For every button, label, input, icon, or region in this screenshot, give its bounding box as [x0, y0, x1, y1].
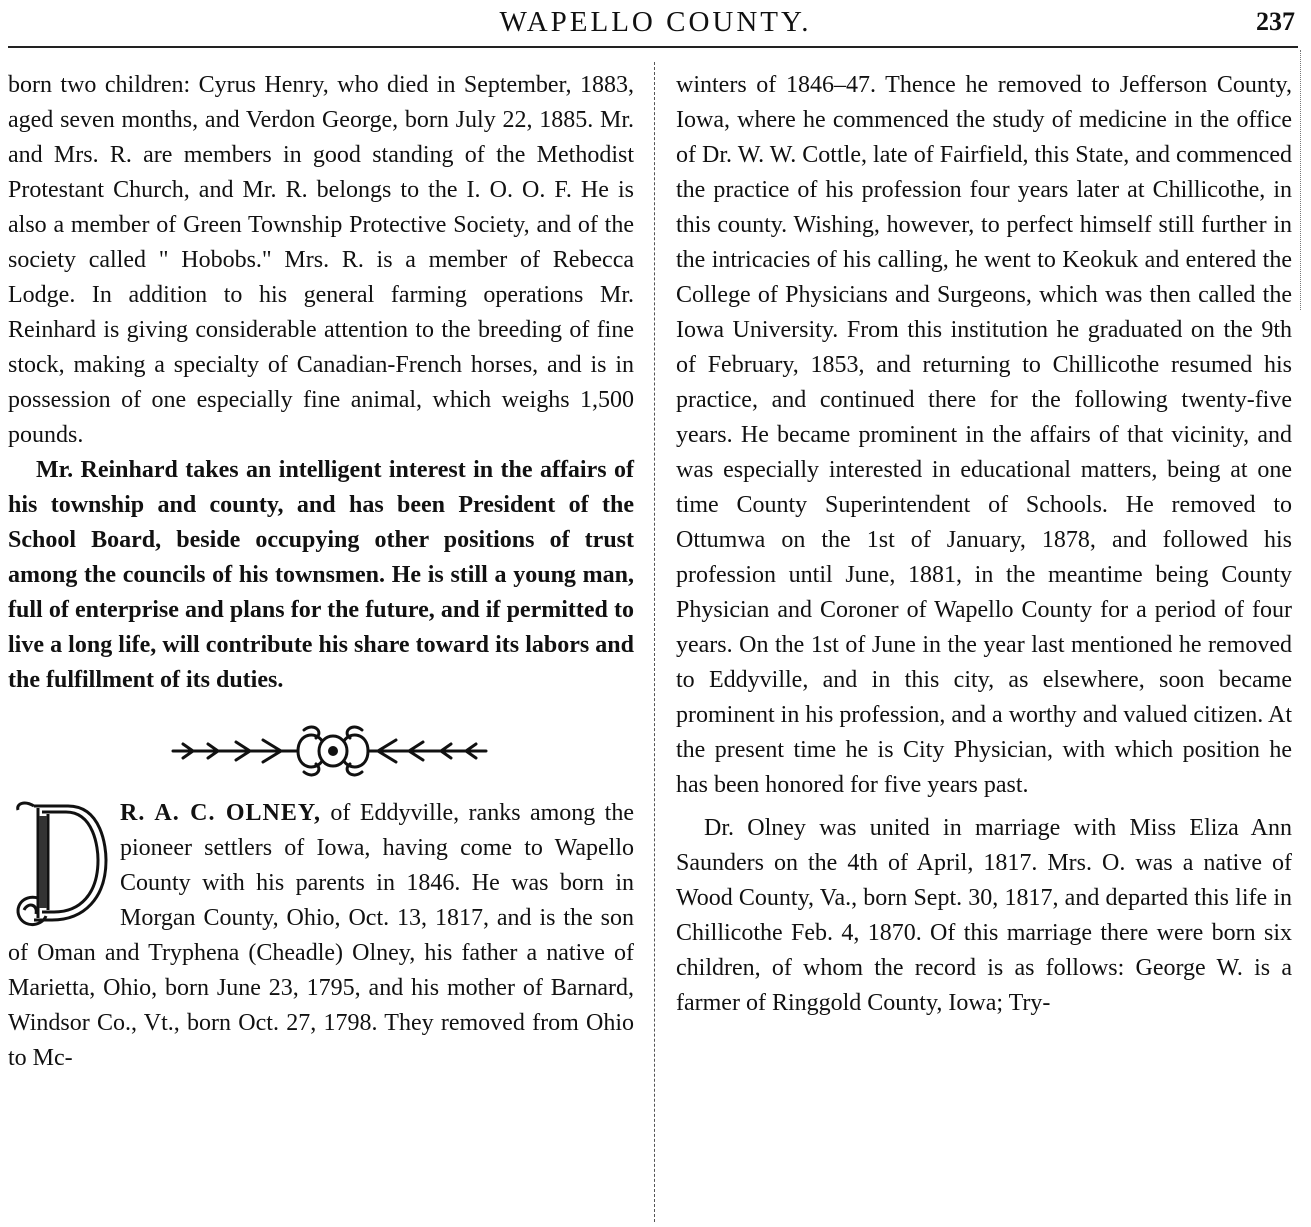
right-column [676, 68, 1292, 1021]
page-number: 237 [1256, 7, 1295, 36]
paragraph-olney-marriage: Dr. Olney was united in marriage with Miss Eliza Ann Saunders on the 4th of April, 1817. Mrs. O. was a native of Wood County, Va., born Sept. 30, 1817, and departed this life in Chillicothe Feb. 4, 1870. Of this marriage there were born six children, of whom the record is as follows: George W. is a farmer of Ringgold County, Iowa; Try- [676, 815, 1292, 1016]
paragraph-reinhard-family: born two children: Cyrus Henry, who died in September, 1883, aged seven months, and Verdon George, born July 22, 1885. Mr. and Mrs. R. are members in good standing of the Methodist Protestant Church, and Mr. R. belongs to the I. O. O. F. He is also a member of Green Township Protective Society, and of the society called " Hobobs." Mrs. R. is a member of Rebecca Lodge. In addition to his general farming operations Mr. Reinhard is giving considerable attention to the breeding of fine stock, making a specialty of Canadian-French horses, and is in possession of one especially fine animal, which weighs 1,500 pounds. [8, 72, 634, 448]
column-divider [654, 62, 655, 1222]
paragraph-olney-bio [8, 796, 634, 1076]
header-rule [8, 46, 1298, 48]
page-title: WAPELLO COUNTY. [499, 6, 812, 38]
dropcap-d-icon [12, 798, 110, 930]
running-head [0, 4, 1311, 40]
bio-text: of Eddyville, ranks among the pioneer settlers of Iowa, having come to Wapello County with his parents in 1846. He was born in Morgan County, Ohio, Oct. 13, 1817, and is the son of Oman and Tryphena (Cheadle) Olney, his father a native of Marietta, Ohio, born June 23, 1795, and his mother of Barnard, Windsor Co., Vt., born Oct. 27, 1798. They removed from Ohio to Mc- [8, 800, 634, 1071]
page-edge-mark [1300, 50, 1301, 310]
bio-lead-name: R. A. C. OLNEY, [120, 800, 322, 826]
paragraph-olney-career: winters of 1846–47. Thence he removed to Jefferson County, Iowa, where he commenced the study of medicine in the office of Dr. W. W. Cottle, late of Fairfield, this State, and commenced the practice of his profession four years later at Chillicothe, in this county. Wishing, however, to perfect himself still further in the intricacies of his calling, he went to Keokuk and entered the College of Physicians and Surgeons, which was then called the Iowa University. From this institution he graduated on the 9th of February, 1853, and returning to Chillicothe resumed his practice, and continued there for the following twenty-five years. He became prominent in the affairs of that vicinity, and was especially interested in educational matters, being at one time County Superintendent of Schools. He removed to Ottumwa on the 1st of January, 1878, and followed his profession until June, 1881, in the meantime being County Physician and Coroner of Wapello County for a period of four years. On the 1st of June in the year last mentioned he removed to Eddyville, and in this city, as elsewhere, soon became prominent in his profession, and a worthy and valued citizen. At the present time he is City Physician, with which position he has been honored for five years past. [676, 72, 1292, 798]
left-column [8, 68, 634, 1076]
paragraph-reinhard-civic: Mr. Reinhard takes an intelligent interest in the affairs of his township and county, and has been President of the School Board, beside occupying other positions of trust among the councils of his townsmen. He is still a young man, full of enterprise and plans for the future, and if permitted to live a long life, will contribute his share toward its labors and the fulfillment of its duties. [8, 457, 634, 693]
scroll-ornament-icon [8, 716, 634, 786]
